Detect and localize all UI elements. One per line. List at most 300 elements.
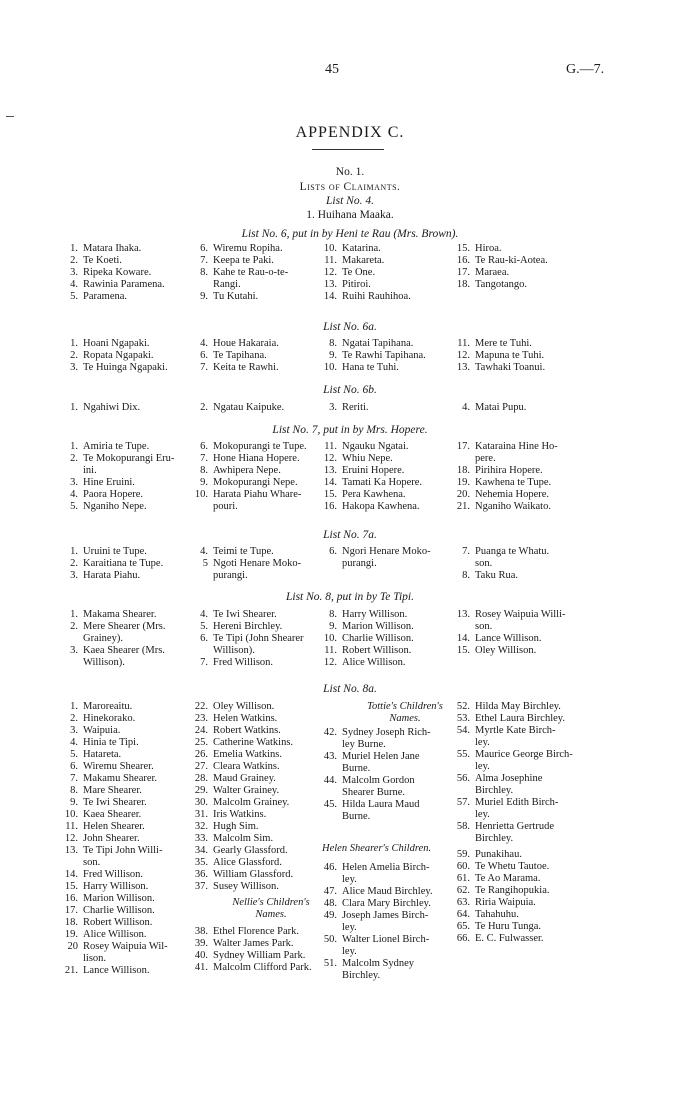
- entry-name: Kaea Shearer.: [83, 809, 142, 820]
- entry-name: Kataraina Hine Ho-: [475, 441, 558, 452]
- list-item: [446, 773, 573, 785]
- list-item: [313, 922, 433, 934]
- entry-number: 25.: [194, 737, 208, 748]
- entry-number: 4.: [200, 609, 208, 620]
- list-item: [184, 845, 293, 857]
- list-item: [184, 821, 293, 833]
- entry-name: Ngauku Ngatai.: [342, 441, 409, 452]
- entry-number: 4.: [462, 402, 470, 413]
- entry-name: ley.: [475, 809, 490, 820]
- entry-number: 17.: [456, 267, 470, 278]
- entry-number: 7.: [70, 773, 78, 784]
- entry-name: Houe Hakaraia.: [213, 338, 279, 349]
- entry-name: Hilda May Birchley.: [475, 701, 561, 712]
- list7-col1: [54, 441, 174, 513]
- entry-number: 5.: [70, 291, 78, 302]
- entry-name: Catherine Watkins.: [213, 737, 294, 748]
- list-item: [54, 725, 168, 737]
- list8-col2: [184, 609, 304, 669]
- entry-number: 4.: [70, 489, 78, 500]
- list-item: [313, 609, 414, 621]
- entry-name: Robert Willison.: [342, 645, 412, 656]
- list7-col2: [184, 441, 307, 513]
- entry-name: Robert Watkins.: [213, 725, 281, 736]
- entry-name: ley.: [342, 946, 357, 957]
- entry-name: Gearly Glassford.: [213, 845, 288, 856]
- entry-name: Shearer Burne.: [342, 787, 405, 798]
- entry-name: Eruini Hopere.: [342, 465, 405, 476]
- list-item: [446, 725, 573, 737]
- entry-name: Cleara Watkins.: [213, 761, 280, 772]
- list-item: [313, 751, 431, 763]
- list-item: [446, 873, 550, 885]
- entry-name: Te Tipi John Willi-: [83, 845, 163, 856]
- entry-name: Malcolm Sim.: [213, 833, 274, 844]
- list7-col3: [313, 441, 422, 513]
- entry-name: Helen Watkins.: [213, 713, 278, 724]
- entry-name: Birchley.: [342, 970, 381, 981]
- entry-number: 6.: [200, 243, 208, 254]
- entry-name: Te Rangihopukia.: [475, 885, 550, 896]
- entry-number: 8.: [329, 609, 337, 620]
- list-item: [54, 243, 165, 255]
- entry-name: Kawhena te Tupe.: [475, 477, 552, 488]
- list-item: [446, 645, 566, 657]
- entry-number: 8.: [200, 267, 208, 278]
- entry-number: 38.: [194, 926, 208, 937]
- list-item: [54, 362, 168, 374]
- entry-number: 23.: [194, 713, 208, 724]
- list6b-heading: List No. 6b.: [323, 384, 377, 396]
- list-item: [313, 402, 369, 414]
- entry-number: 4.: [200, 546, 208, 557]
- list-item: [446, 267, 548, 279]
- list6b-col1: [54, 402, 140, 414]
- list-item: [54, 845, 168, 857]
- entry-number: 7.: [200, 255, 208, 266]
- entry-name: Wiremu Shearer.: [83, 761, 154, 772]
- entry-name: Ruihi Rauhihoa.: [342, 291, 411, 302]
- entry-number: 5.: [70, 501, 78, 512]
- entry-name: Alice Willison.: [83, 929, 147, 940]
- entry-name: Te Mokopurangi Eru-: [83, 453, 175, 464]
- list7a-col2: [184, 546, 301, 582]
- list6-col3: [313, 243, 411, 303]
- list-item: [313, 787, 431, 799]
- list-item: [313, 558, 431, 570]
- entry-name: Hakopa Kawhena.: [342, 501, 420, 512]
- entry-name: Clara Mary Birchley.: [342, 898, 431, 909]
- entry-name: Te Whetu Tautoe.: [475, 861, 550, 872]
- entry-name: Matai Pupu.: [475, 402, 527, 413]
- entry-number: 13.: [456, 609, 470, 620]
- entry-number: 31.: [194, 809, 208, 820]
- entry-number: 18.: [456, 465, 470, 476]
- appendix-title: APPENDIX C.: [295, 124, 405, 141]
- list-item: [54, 761, 168, 773]
- entry-name: Te Tapihana.: [213, 350, 267, 361]
- entry-name: Helen Shearer.: [83, 821, 145, 832]
- entry-number: 5.: [200, 621, 208, 632]
- entry-name: son.: [83, 857, 101, 868]
- entry-number: 28.: [194, 773, 208, 784]
- list7a-heading: List No. 7a.: [323, 529, 377, 541]
- list-item: [313, 477, 422, 489]
- list-item: [446, 785, 573, 797]
- helen-heading: Helen Shearer's Children.: [322, 843, 432, 854]
- list-item: [446, 621, 566, 633]
- entry-number: 2.: [70, 453, 78, 464]
- section-number: No. 1.: [335, 166, 365, 178]
- list-item: [313, 763, 431, 775]
- list6a-col2: [184, 338, 279, 374]
- entry-number: 15.: [456, 645, 470, 656]
- entry-name: Nganiho Nepe.: [83, 501, 147, 512]
- entry-name: Te Rawhi Tapihana.: [342, 350, 426, 361]
- list-item: [446, 909, 550, 921]
- entry-name: Paora Hopere.: [83, 489, 144, 500]
- list-item: [313, 633, 414, 645]
- entry-name: Rangi.: [213, 279, 241, 290]
- list-item: [446, 441, 558, 453]
- list-item: [313, 657, 414, 669]
- entry-name: Makareta.: [342, 255, 385, 266]
- list-item: [446, 546, 549, 558]
- entry-name: Alice Willison.: [342, 657, 406, 668]
- nellie-heading-line1: Nellie's Children's: [232, 897, 310, 908]
- entry-name: Birchley.: [475, 785, 514, 796]
- list-item: [313, 441, 422, 453]
- list-item: [54, 350, 168, 362]
- entry-number: 16.: [64, 893, 78, 904]
- list8a-col3b: [313, 862, 433, 982]
- entry-name: purangi.: [213, 570, 248, 581]
- entry-name: Te Iwi Shearer.: [83, 797, 147, 808]
- list7a-col3: [313, 546, 431, 570]
- list-item: [446, 809, 573, 821]
- entry-name: Harry Willison.: [342, 609, 408, 620]
- entry-number: 1.: [70, 441, 78, 452]
- entry-number: 64.: [456, 909, 470, 920]
- list-item: [184, 761, 293, 773]
- entry-number: 20: [67, 941, 78, 952]
- entry-number: 11.: [457, 338, 470, 349]
- list-item: [446, 402, 526, 414]
- entry-name: Nehemia Hopere.: [475, 489, 550, 500]
- entry-number: 3.: [70, 645, 78, 656]
- list-item: [54, 501, 174, 513]
- list6-col2: [184, 243, 288, 303]
- list-item: [184, 489, 307, 501]
- list-item: [446, 501, 558, 513]
- list6-heading: List No. 6, put in by Heni te Rau (Mrs. Brown).: [241, 228, 459, 240]
- entry-name: Sydney Joseph Rich-: [342, 727, 431, 738]
- list-item: [184, 477, 307, 489]
- list-item: [313, 946, 433, 958]
- entry-name: Ngoti Henare Moko-: [213, 558, 302, 569]
- entry-name: Waipuia.: [83, 725, 121, 736]
- list-item: [184, 362, 279, 374]
- entry-name: ley.: [342, 874, 357, 885]
- entry-name: Nganiho Waikato.: [475, 501, 551, 512]
- list-item: [313, 727, 431, 739]
- entry-number: 2.: [70, 713, 78, 724]
- entry-number: 6.: [200, 350, 208, 361]
- list-item: [313, 934, 433, 946]
- entry-name: pere.: [475, 453, 496, 464]
- entry-number: 1.: [70, 701, 78, 712]
- list-item: [446, 761, 573, 773]
- list-item: [54, 749, 168, 761]
- entry-name: Joseph James Birch-: [342, 910, 429, 921]
- list-item: [54, 929, 168, 941]
- entry-name: Mere te Tuhi.: [475, 338, 532, 349]
- list-item: [446, 489, 558, 501]
- list-item: [54, 645, 166, 657]
- list-item: [54, 477, 174, 489]
- entry-name: Ethel Florence Park.: [213, 926, 300, 937]
- list7-col4: [446, 441, 558, 513]
- entry-number: 15.: [323, 489, 337, 500]
- list-item: [54, 953, 168, 965]
- entry-name: Hoani Ngapaki.: [83, 338, 150, 349]
- list-item: [446, 255, 548, 267]
- entry-name: Makama Shearer.: [83, 609, 157, 620]
- list-item: [54, 546, 163, 558]
- list-item: [184, 645, 304, 657]
- entry-number: 66.: [456, 933, 470, 944]
- entry-number: 39.: [194, 938, 208, 949]
- entry-name: Walter Grainey.: [213, 785, 280, 796]
- list-item: [446, 362, 545, 374]
- entry-name: Alice Glassford.: [213, 857, 282, 868]
- entry-number: 9.: [329, 621, 337, 632]
- entry-name: Hana te Tuhi.: [342, 362, 399, 373]
- list-item: [54, 857, 168, 869]
- entry-number: 1.: [70, 546, 78, 557]
- entry-number: 11.: [324, 645, 337, 656]
- entry-name: Henrietta Gertrude: [475, 821, 555, 832]
- list-item: [446, 609, 566, 621]
- entry-number: 11.: [324, 255, 337, 266]
- entry-name: Tahahuhu.: [475, 909, 519, 920]
- entry-number: 3.: [70, 362, 78, 373]
- entry-number: 13.: [323, 279, 337, 290]
- list-item: [54, 279, 165, 291]
- entry-number: 8.: [200, 465, 208, 476]
- entry-name: Willison).: [83, 657, 125, 668]
- list-item: [54, 737, 168, 749]
- entry-name: Mokopurangi te Tupe.: [213, 441, 307, 452]
- entry-name: Fred Willison.: [83, 869, 144, 880]
- entry-number: 10.: [64, 809, 78, 820]
- entry-name: purangi.: [342, 558, 377, 569]
- list-item: [313, 910, 433, 922]
- entry-name: Makamu Shearer.: [83, 773, 158, 784]
- entry-number: 3.: [70, 725, 78, 736]
- list-item: [184, 350, 279, 362]
- list-item: [54, 713, 168, 725]
- entry-number: 42.: [323, 727, 337, 738]
- entry-name: ley.: [475, 761, 490, 772]
- list-item: [54, 893, 168, 905]
- entry-number: 21.: [456, 501, 470, 512]
- entry-number: 18.: [64, 917, 78, 928]
- entry-name: Kahe te Rau-o-te-: [213, 267, 289, 278]
- page-number: 45: [325, 62, 339, 77]
- entry-name: Malcolm Clifford Park.: [213, 962, 312, 973]
- entry-name: Hine Eruini.: [83, 477, 135, 488]
- list-item: [184, 749, 293, 761]
- list8a-col4b: [446, 849, 550, 945]
- entry-name: Rosey Waipuia Wil-: [83, 941, 168, 952]
- entry-name: Ngatai Tapihana.: [342, 338, 414, 349]
- entry-name: Lance Willison.: [83, 965, 150, 976]
- entry-number: 7.: [200, 362, 208, 373]
- list-item: [446, 849, 550, 861]
- entry-number: 6.: [200, 441, 208, 452]
- list-item: [446, 897, 550, 909]
- entry-number: 5: [202, 558, 208, 569]
- entry-name: Pitiroi.: [342, 279, 371, 290]
- list-item: [446, 477, 558, 489]
- entry-name: Walter Lionel Birch-: [342, 934, 430, 945]
- entry-number: 19.: [456, 477, 470, 488]
- entry-name: Te Iwi Shearer.: [213, 609, 277, 620]
- entry-number: 13.: [323, 465, 337, 476]
- list-item: [184, 797, 293, 809]
- entry-number: 8.: [462, 570, 470, 581]
- list-item: [184, 725, 293, 737]
- entry-number: 16.: [323, 501, 337, 512]
- entry-number: 1.: [70, 402, 78, 413]
- entry-name: Te Tipi (John Shearer: [213, 633, 304, 644]
- entry-name: Sydney William Park.: [213, 950, 306, 961]
- entry-name: Harry Willison.: [83, 881, 149, 892]
- list-item: [54, 570, 163, 582]
- entry-name: Taku Rua.: [475, 570, 519, 581]
- entry-number: 17.: [64, 905, 78, 916]
- list6-col1: [54, 243, 165, 303]
- entry-number: 37.: [194, 881, 208, 892]
- entry-number: 11.: [65, 821, 78, 832]
- entry-number: 26.: [194, 749, 208, 760]
- entry-number: 5.: [70, 749, 78, 760]
- entry-number: 3.: [70, 477, 78, 488]
- entry-number: 18.: [456, 279, 470, 290]
- entry-name: Muriel Helen Jane: [342, 751, 420, 762]
- list7-heading: List No. 7, put in by Mrs. Hopere.: [272, 424, 428, 436]
- entry-number: 13.: [456, 362, 470, 373]
- list-item: [54, 941, 168, 953]
- tottie-heading-line1: Tottie's Children's: [367, 701, 443, 712]
- entry-name: Mapuna te Tuhi.: [475, 350, 545, 361]
- entry-name: Birchley.: [475, 833, 514, 844]
- list-item: [446, 633, 566, 645]
- list-item: [184, 773, 293, 785]
- entry-number: 8.: [329, 338, 337, 349]
- entry-number: 17.: [456, 441, 470, 452]
- list-item: [184, 267, 288, 279]
- entry-name: Burne.: [342, 811, 371, 822]
- entry-name: Susey Willison.: [213, 881, 279, 892]
- entry-number: 10.: [323, 633, 337, 644]
- list-item: [446, 933, 550, 945]
- entry-name: Matara Ihaka.: [83, 243, 142, 254]
- entry-name: Ngori Henare Moko-: [342, 546, 431, 557]
- list-item: [446, 279, 548, 291]
- entry-number: 12.: [323, 657, 337, 668]
- list-item: [184, 441, 307, 453]
- list-item: [313, 465, 422, 477]
- entry-number: 57.: [456, 797, 470, 808]
- list-item: [313, 874, 433, 886]
- entry-number: 33.: [194, 833, 208, 844]
- list-item: [313, 291, 411, 303]
- entry-number: 3.: [70, 570, 78, 581]
- list-item: [184, 255, 288, 267]
- entry-name: Mare Shearer.: [83, 785, 142, 796]
- entry-name: Te Ao Marama.: [475, 873, 541, 884]
- list-item: [54, 797, 168, 809]
- list-item: [54, 609, 166, 621]
- entry-name: Tangotango.: [475, 279, 528, 290]
- entry-name: Punakihau.: [475, 849, 522, 860]
- entry-name: Hone Hiana Hopere.: [213, 453, 300, 464]
- list-item: [446, 749, 573, 761]
- list-item: [184, 453, 307, 465]
- entry-number: 19.: [64, 929, 78, 940]
- title-rule: [312, 149, 384, 150]
- section-title: Lists of Claimants.: [299, 181, 401, 193]
- entry-number: 7.: [200, 453, 208, 464]
- list-item: [184, 501, 307, 513]
- entry-name: Walter James Park.: [213, 938, 294, 949]
- entry-number: 11.: [324, 441, 337, 452]
- entry-number: 2.: [70, 558, 78, 569]
- list8-heading: List No. 8, put in by Te Tipi.: [285, 591, 415, 603]
- entry-number: 12.: [323, 453, 337, 464]
- entry-number: 30.: [194, 797, 208, 808]
- list-item: [313, 898, 433, 910]
- entry-number: 40.: [194, 950, 208, 961]
- entry-number: 14.: [456, 633, 470, 644]
- entry-name: Maroreaitu.: [83, 701, 133, 712]
- list-item: [54, 821, 168, 833]
- list-item: [184, 869, 293, 881]
- list6a-col4: [446, 338, 545, 374]
- entry-name: Harata Piahu Whare-: [213, 489, 302, 500]
- entry-number: 8.: [70, 785, 78, 796]
- entry-name: Hiroa.: [475, 243, 502, 254]
- list-item: [54, 489, 174, 501]
- entry-number: 2.: [70, 621, 78, 632]
- entry-number: 48.: [323, 898, 337, 909]
- list-item: [54, 621, 166, 633]
- entry-name: Alice Maud Birchley.: [342, 886, 433, 897]
- entry-number: 29.: [194, 785, 208, 796]
- list-item: [184, 713, 293, 725]
- list-item: [184, 279, 288, 291]
- entry-name: William Glassford.: [213, 869, 294, 880]
- entry-name: Pirihira Hopere.: [475, 465, 543, 476]
- entry-number: 14.: [323, 291, 337, 302]
- list6b-col3: [313, 402, 369, 414]
- entry-name: Hilda Laura Maud: [342, 799, 420, 810]
- list-item: [184, 809, 293, 821]
- list-item: [446, 885, 550, 897]
- entry-name: Marion Willison.: [342, 621, 414, 632]
